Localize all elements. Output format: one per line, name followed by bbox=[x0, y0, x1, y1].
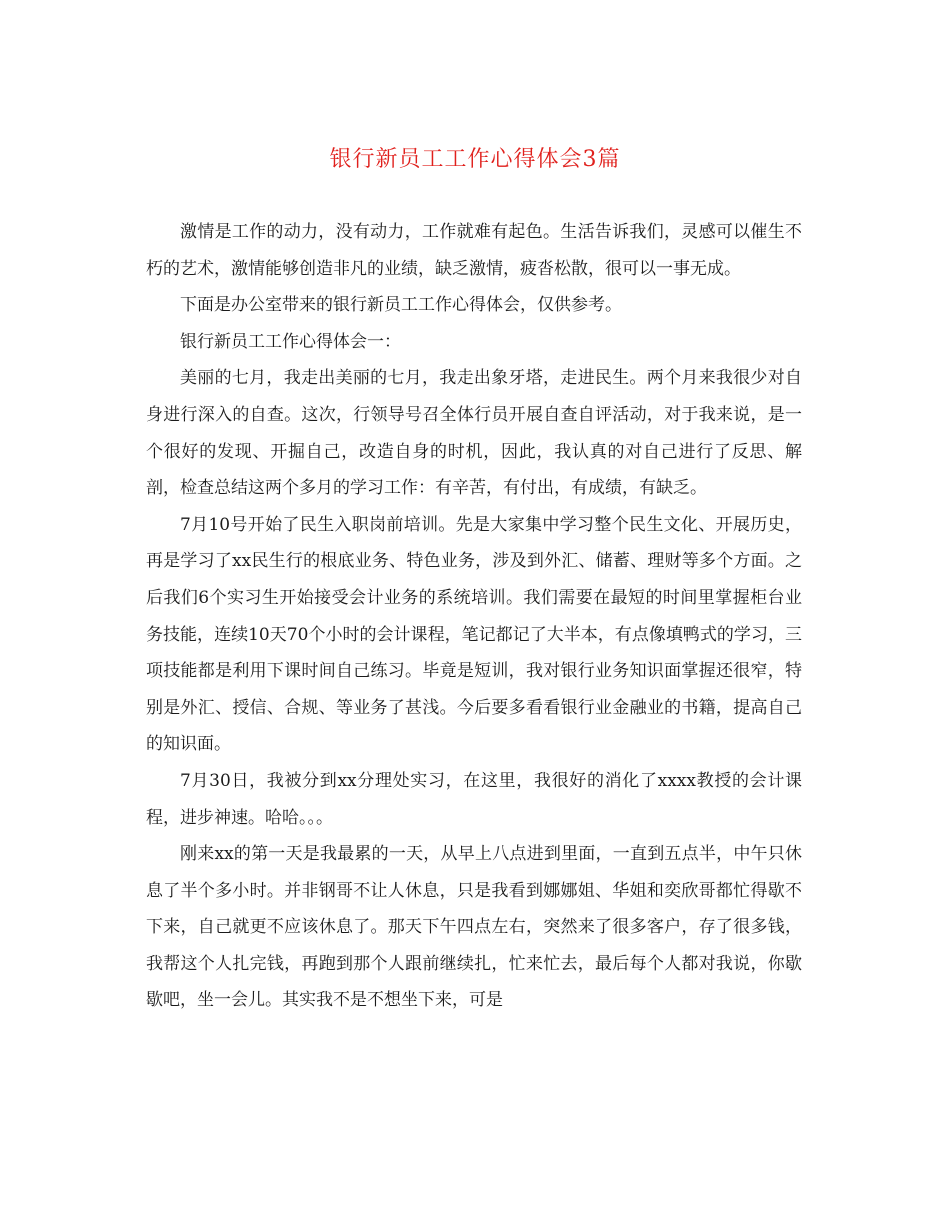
paragraph: 美丽的七月，我走出美丽的七月，我走出象牙塔，走进民生。两个月来我很少对自身进行深入的自查。这次，行领导号召全体行员开展自查自评活动，对于我来说，是一个很好的发现、开掘自己，改造自身的时机，因此，我认真的对自己进行了反思、解剖，检查总结这两个多月的学习工作：有辛苦，有付出，有成绩，有缺乏。 bbox=[146, 368, 802, 499]
document-body bbox=[146, 214, 802, 1019]
paragraph-preface: 下面是办公室带来的银行新员工工作心得体会，仅供参考。 bbox=[180, 295, 622, 316]
paragraph: 刚来xx的第一天是我最累的一天，从早上八点进到里面，一直到五点半，中午只休息了半个多小时。并非钢哥不让人休息，只是我看到娜娜姐、华姐和奕欣哥都忙得歇不下来，自己就更不应该休息了。那天下午四点左右，突然来了很多客户，存了很多钱，我帮这个人扎完钱，再跑到那个人跟前继续扎，忙来忙去，最后每个人都对我说，你歇歇吧，坐一会儿。其实我不是不想坐下来，可是 bbox=[146, 844, 802, 1011]
paragraph-intro: 激情是工作的动力，没有动力，工作就难有起色。生活告诉我们，灵感可以催生不朽的艺术，激情能够创造非凡的业绩，缺乏激情，疲沓松散，很可以一事无成。 bbox=[146, 222, 802, 279]
paragraph: 7月30日，我被分到xx分理处实习，在这里，我很好的消化了xxxx教授的会计课程，进步神速。哈哈。。。 bbox=[146, 770, 802, 828]
section-heading-one: 银行新员工工作心得体会一： bbox=[180, 331, 401, 352]
paragraph: 7月10号开始了民生入职岗前培训。先是大家集中学习整个民生文化、开展历史，再是学习了xx民生行的根底业务、特色业务，涉及到外汇、储蓄、理财等多个方面。之后我们6个实习生开始接受会计业务的系统培训。我们需要在最短的时间里掌握柜台业务技能，连续10天70个小时的会计课程，笔记都记了大半本，有点像填鸭式的学习，三项技能都是利用下课时间自己练习。毕竟是短训，我对银行业务知识面掌握还很窄，特别是外汇、授信、合规、等业务了甚浅。今后要多看看银行业金融业的书籍，提高自己的知识面。 bbox=[146, 514, 802, 755]
document-title: 银行新员工工作心得体会3篇 bbox=[329, 147, 621, 172]
